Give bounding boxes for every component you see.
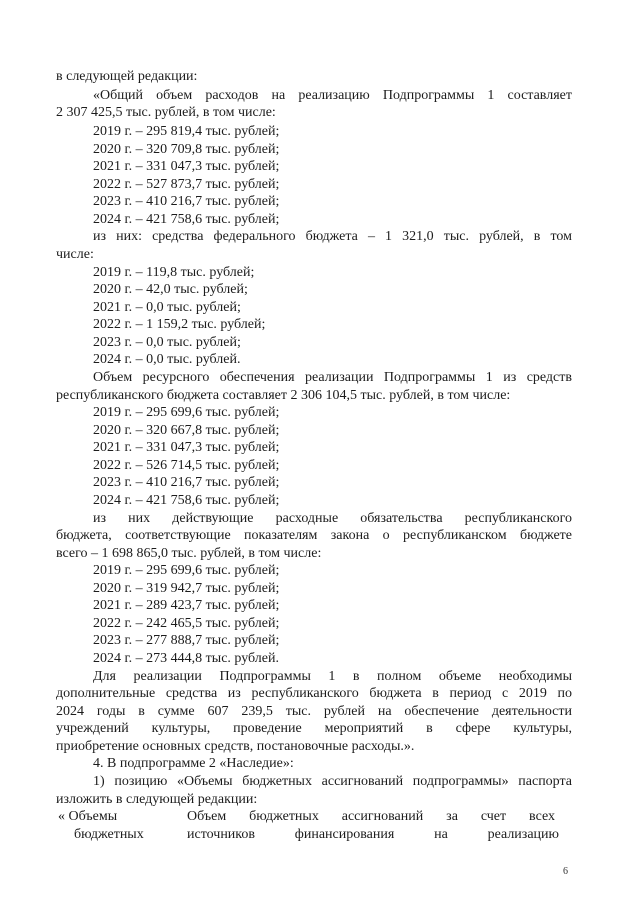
text-line: Для реализации Подпрограммы 1 в полном объеме необходимы bbox=[93, 669, 572, 684]
text-line: 2021 г. – 331 047,3 тыс. рублей; bbox=[93, 159, 280, 174]
text-line: 2020 г. – 319 942,7 тыс. рублей; bbox=[93, 581, 280, 596]
table-right-cell-line: источников финансирования на реализацию bbox=[187, 827, 559, 842]
table-left-cell-line: бюджетных bbox=[74, 827, 144, 842]
text-line: 2023 г. – 410 216,7 тыс. рублей; bbox=[93, 194, 280, 209]
text-line: «Общий объем расходов на реализацию Подпрограммы 1 составляет bbox=[93, 88, 572, 103]
page-number: 6 bbox=[563, 866, 568, 877]
text-line: 2019 г. – 295 699,6 тыс. рублей; bbox=[93, 405, 280, 420]
text-line: 2020 г. – 320 667,8 тыс. рублей; bbox=[93, 423, 280, 438]
table-right-cell-line: Объем бюджетных ассигнований за счет всех bbox=[187, 809, 555, 824]
text-line: 2023 г. – 0,0 тыс. рублей; bbox=[93, 335, 241, 350]
text-line: из них действующие расходные обязательства республиканского bbox=[93, 511, 572, 526]
text-line: республиканского бюджета составляет 2 306 104,5 тыс. рублей, в том числе: bbox=[56, 388, 511, 403]
text-line: 2022 г. – 242 465,5 тыс. рублей; bbox=[93, 616, 280, 631]
text-line: числе: bbox=[56, 247, 94, 262]
text-line: в следующей редакции: bbox=[56, 69, 198, 84]
text-line: 2022 г. – 527 873,7 тыс. рублей; bbox=[93, 177, 280, 192]
text-line: 2 307 425,5 тыс. рублей, в том числе: bbox=[56, 105, 276, 120]
text-line: 2024 годы в сумме 607 239,5 тыс. рублей на обеспечение деятельности bbox=[56, 704, 572, 719]
text-line: 2021 г. – 331 047,3 тыс. рублей; bbox=[93, 440, 280, 455]
text-line: 2024 г. – 0,0 тыс. рублей. bbox=[93, 352, 241, 367]
text-line: 2022 г. – 1 159,2 тыс. рублей; bbox=[93, 317, 266, 332]
text-line: 2020 г. – 320 709,8 тыс. рублей; bbox=[93, 142, 280, 157]
text-line: 2019 г. – 295 819,4 тыс. рублей; bbox=[93, 124, 280, 139]
text-line: изложить в следующей редакции: bbox=[56, 792, 258, 807]
text-line: дополнительные средства из республиканского бюджета в период с 2019 по bbox=[56, 686, 572, 701]
text-line: 2019 г. – 295 699,6 тыс. рублей; bbox=[93, 563, 280, 578]
text-line: 2020 г. – 42,0 тыс. рублей; bbox=[93, 282, 248, 297]
text-line: 1) позицию «Объемы бюджетных ассигнований подпрограммы» паспорта bbox=[93, 774, 572, 789]
text-line: 2019 г. – 119,8 тыс. рублей; bbox=[93, 265, 255, 280]
text-line: 4. В подпрограмме 2 «Наследие»: bbox=[93, 756, 294, 771]
text-line: бюджета, соответствующие показателям закона о республиканском бюджете bbox=[56, 528, 572, 543]
text-line: всего – 1 698 865,0 тыс. рублей, в том числе: bbox=[56, 546, 322, 561]
text-line: 2021 г. – 0,0 тыс. рублей; bbox=[93, 300, 241, 315]
text-line: 2022 г. – 526 714,5 тыс. рублей; bbox=[93, 458, 280, 473]
text-line: 2023 г. – 277 888,7 тыс. рублей; bbox=[93, 633, 280, 648]
text-line: Объем ресурсного обеспечения реализации Подпрограммы 1 из средств bbox=[93, 370, 572, 385]
text-line: 2024 г. – 421 758,6 тыс. рублей; bbox=[93, 212, 280, 227]
text-line: учреждений культуры, проведение мероприятий в сфере культуры, bbox=[56, 721, 572, 736]
text-line: из них: средства федерального бюджета – 1 321,0 тыс. рублей, в том bbox=[93, 229, 572, 244]
text-line: 2024 г. – 273 444,8 тыс. рублей. bbox=[93, 651, 279, 666]
text-line: 2021 г. – 289 423,7 тыс. рублей; bbox=[93, 598, 280, 613]
table-left-cell-line: « Объемы bbox=[58, 809, 118, 824]
text-line: приобретение основных средств, постановочные расходы.». bbox=[56, 739, 415, 754]
text-line: 2024 г. – 421 758,6 тыс. рублей; bbox=[93, 493, 280, 508]
text-line: 2023 г. – 410 216,7 тыс. рублей; bbox=[93, 475, 280, 490]
